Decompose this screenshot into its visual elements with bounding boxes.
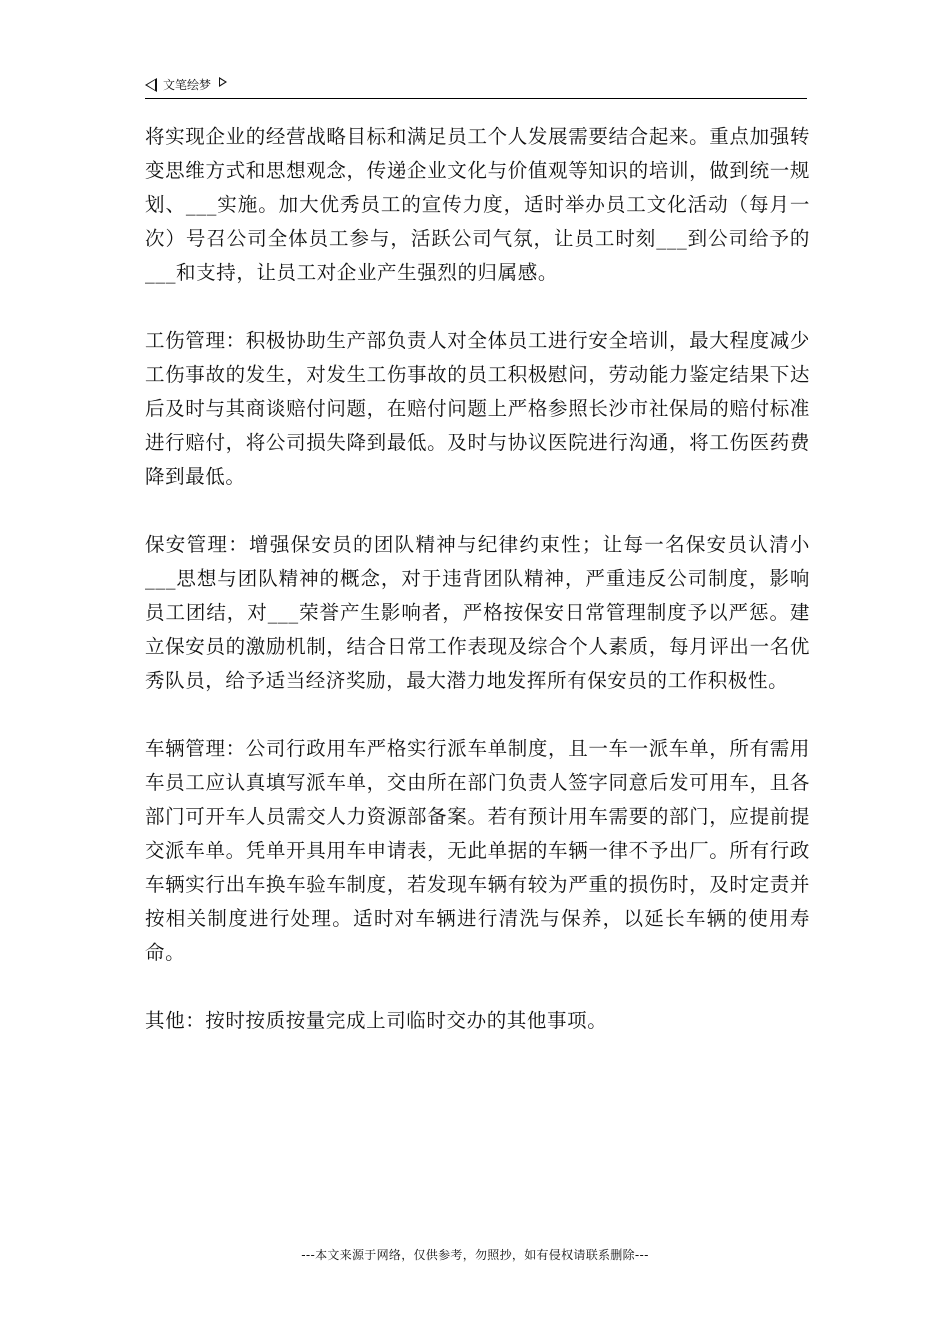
page-header: [145, 72, 807, 99]
triangle-right-outline-icon: [219, 77, 227, 87]
paragraph-vehicle-management: 车辆管理：公司行政用车严格实行派车单制度，且一车一派车单，所有需用车员工应认真填写派车单，交由所在部门负责人签字同意后发可用车，且各部门可开车人员需交人力资源部备案。若有预计用车需要的部门，应提前提交派车单。凭单开具用车申请表，无此单据的车辆一律不予出厂。所有行政车辆实行出车换车验车制度，若发现车辆有较为严重的损伤时，及时定责并按相关制度进行处理。适时对车辆进行清洗与保养，以延长车辆的使用寿命。: [145, 737, 810, 964]
triangle-left-outline-icon: [145, 78, 157, 92]
paragraph-training: 将实现企业的经营战略目标和满足员工个人发展需要结合起来。重点加强转变思维方式和思想观念，传递企业文化与价值观等知识的培训，做到统一规划、___实施。加大优秀员工的宣传力度，适时举办员工文化活动（每月一次）号召公司全体员工参与，活跃公司气氛，让员工时刻___到公司给予的___和支持，让员工对企业产生强烈的归属感。: [145, 125, 810, 284]
header-brand-group: [145, 76, 227, 93]
header-brand: 文笔绘梦: [163, 78, 212, 92]
paragraph-injury-management: 工伤管理：积极协助生产部负责人对全体员工进行安全培训，最大程度减少工伤事故的发生，对发生工伤事故的员工积极慰问，劳动能力鉴定结果下达后及时与其商谈赔付问题，在赔付问题上严格参照长沙市社保局的赔付标准进行赔付，将公司损失降到最低。及时与协议医院进行沟通，将工伤医药费降到最低。: [145, 329, 810, 488]
footer-notice: ---本文来源于网络，仅供参考，勿照抄，如有侵权请联系删除---: [301, 1248, 649, 1262]
paragraph-security-management: 保安管理：增强保安员的团队精神与纪律约束性；让每一名保安员认清小___思想与团队精神的概念，对于违背团队精神，严重违反公司制度，影响员工团结，对___荣誉产生影响者，严格按保安日常管理制度予以严惩。建立保安员的激励机制，结合日常工作表现及综合个人素质，每月评出一名优秀队员，给予适当经济奖励，最大潜力地发挥所有保安员的工作积极性。: [145, 533, 810, 692]
document-body: [145, 120, 810, 1038]
paragraph-other: 其他：按时按质按量完成上司临时交办的其他事项。: [145, 1009, 608, 1032]
